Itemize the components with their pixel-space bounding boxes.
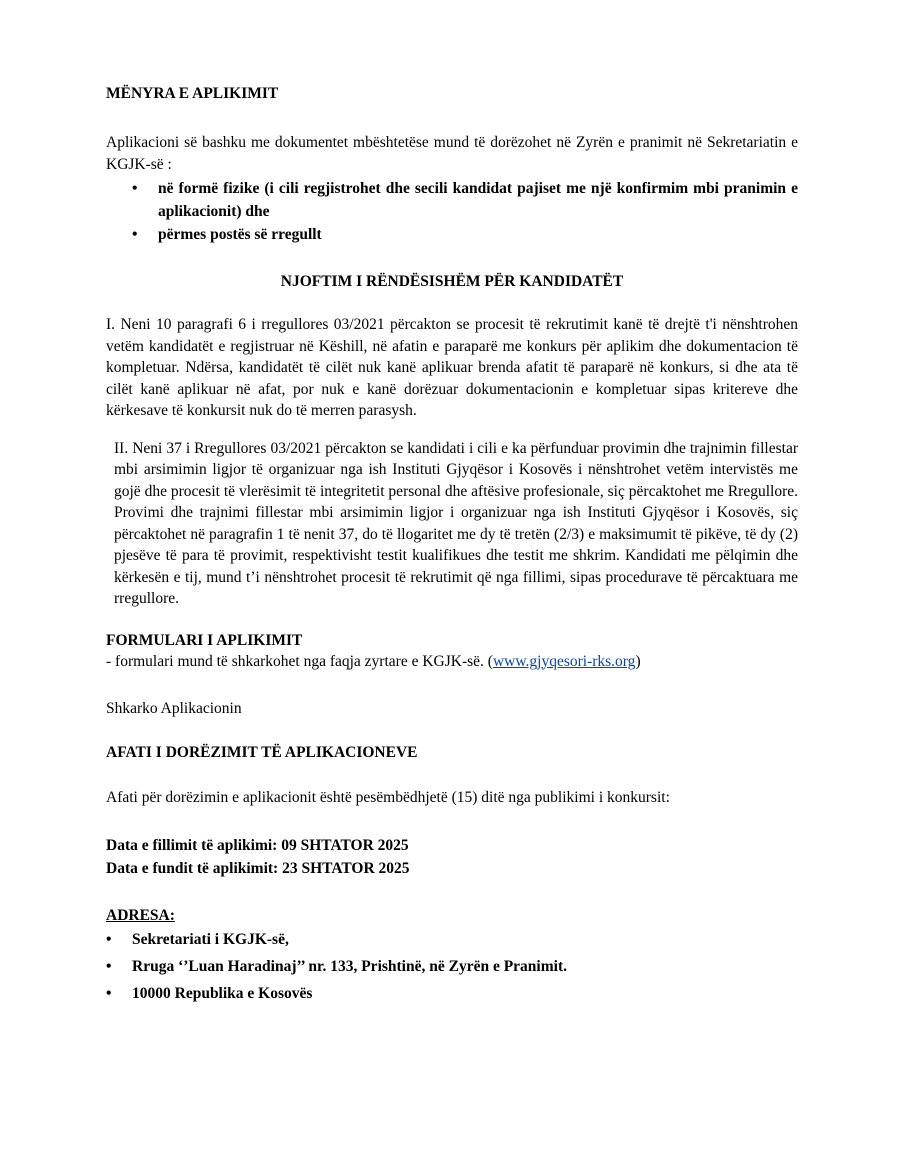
document-page xyxy=(106,84,798,1007)
bullet-icon: • xyxy=(132,180,138,197)
address-line-secretariat: Sekretariati i KGJK-së, xyxy=(132,931,289,948)
bullet-icon: • xyxy=(106,985,112,1002)
notice-paragraph-2-box xyxy=(106,438,798,610)
bullet-icon: • xyxy=(106,931,112,948)
address-list xyxy=(106,926,798,1007)
list-item xyxy=(106,177,798,223)
notice-paragraph-2: II. Neni 37 i Rregullores 03/2021 përcakton se kandidati i cili e ka përfunduar provimin dhe trajnimin fillestar mbi arsimimin ligjor të organizuar nga ish Instituti Gjyqësor i Kosovës i nënshtrohet vetëm intervistës me gojë dhe procesit të vlerësimit të integritetit personal dhe aftësive profesionale, siç përcaktohet me Rregullore. Provimi dhe trajnimi fillestar mbi arsimimin ligjor i organizuar nga ish Instituti Gjyqësor i Kosovës, siç përcaktohet në paragrafin 1 të nenit 37, do të llogaritet me dy të tretën (2/3) e maksimumit të pikëve, të dy (2) pjesëve të para të provimit, respektivisht testit kualifikues dhe testit me shkrim. Kandidati me pëlqimin dhe kërkesën e tij, mund t’i nënshtrohet procesit të rekrutimit që nga fillimi, sipas procedurave të përcaktuara me rregullore. xyxy=(114,439,798,607)
notice-paragraph-1: I. Neni 10 paragrafi 6 i rregullores 03/2021 përcakton se procesit të rekrutimit kanë të drejtë t'i nënshtrohen vetëm kandidatët e regjistruar në Këshill, në afatin e paraparë me konkurs për aplikim dhe dokumentacion të kompletuar. Ndërsa, kandidatët të cilët nuk kanë aplikuar brenda afatit të paraparë në konkurs, si dhe ata të cilët kanë aplikuar në afat, por nuk e kanë dorëzuar dokumentacionin e kompletuar sipas kritereve dhe kërkesave të konkursit nuk do të merren parasysh. xyxy=(106,316,798,419)
address-line-street: Rruga ‘’Luan Haradinaj’’ nr. 133, Prishtinë, në Zyrën e Pranimit. xyxy=(132,958,567,975)
bullet-icon: • xyxy=(132,226,138,243)
deadline-section-title: AFATI I DORËZIMIT TË APLIKACIONEVE xyxy=(106,743,418,761)
submission-method-physical: në formë fizike (i cili regjistrohet dhe secili kandidat pajiset me një konfirmim mbi pranimin e aplikacionit) dhe xyxy=(158,180,798,220)
address-line-postal: 10000 Republika e Kosovës xyxy=(132,985,313,1002)
list-item xyxy=(106,223,798,246)
list-item xyxy=(106,980,798,1007)
form-download-text xyxy=(106,651,798,673)
form-section-title: FORMULARI I APLIKIMIT xyxy=(106,631,303,649)
submission-methods-list xyxy=(106,177,798,246)
website-link[interactable]: www.gjyqesori-rks.org xyxy=(492,652,636,670)
form-download-label-end: ) xyxy=(635,652,641,670)
bullet-icon: • xyxy=(106,958,112,975)
download-application-link[interactable]: Shkarko Aplikacionin xyxy=(106,700,242,717)
list-item xyxy=(106,926,798,953)
section-title-application-method: MËNYRA E APLIKIMIT xyxy=(106,85,279,102)
end-date: Data e fundit të aplikimit: 23 SHTATOR 2025 xyxy=(106,860,410,877)
submission-method-post: përmes postës së rregullt xyxy=(158,226,322,243)
deadline-text: Afati për dorëzimin e aplikacionit është pesëmbëdhjetë (15) ditë nga publikimi i konkursit: xyxy=(106,788,670,806)
notice-title: NJOFTIM I RËNDËSISHËM PËR KANDIDATËT xyxy=(280,273,624,290)
form-download-label: - formulari mund të shkarkohet nga faqja zyrtare e KGJK-së. ( xyxy=(106,652,493,670)
start-date: Data e fillimit të aplikimi: 09 SHTATOR 2025 xyxy=(106,837,409,854)
application-method-intro: Aplikacioni së bashku me dokumentet mbështetëse mund të dorëzohet në Zyrën e pranimit në Sekretariatin e KGJK-së : xyxy=(106,134,798,173)
list-item xyxy=(106,953,798,980)
address-title: ADRESA: xyxy=(106,907,175,924)
dates-block xyxy=(106,834,798,880)
